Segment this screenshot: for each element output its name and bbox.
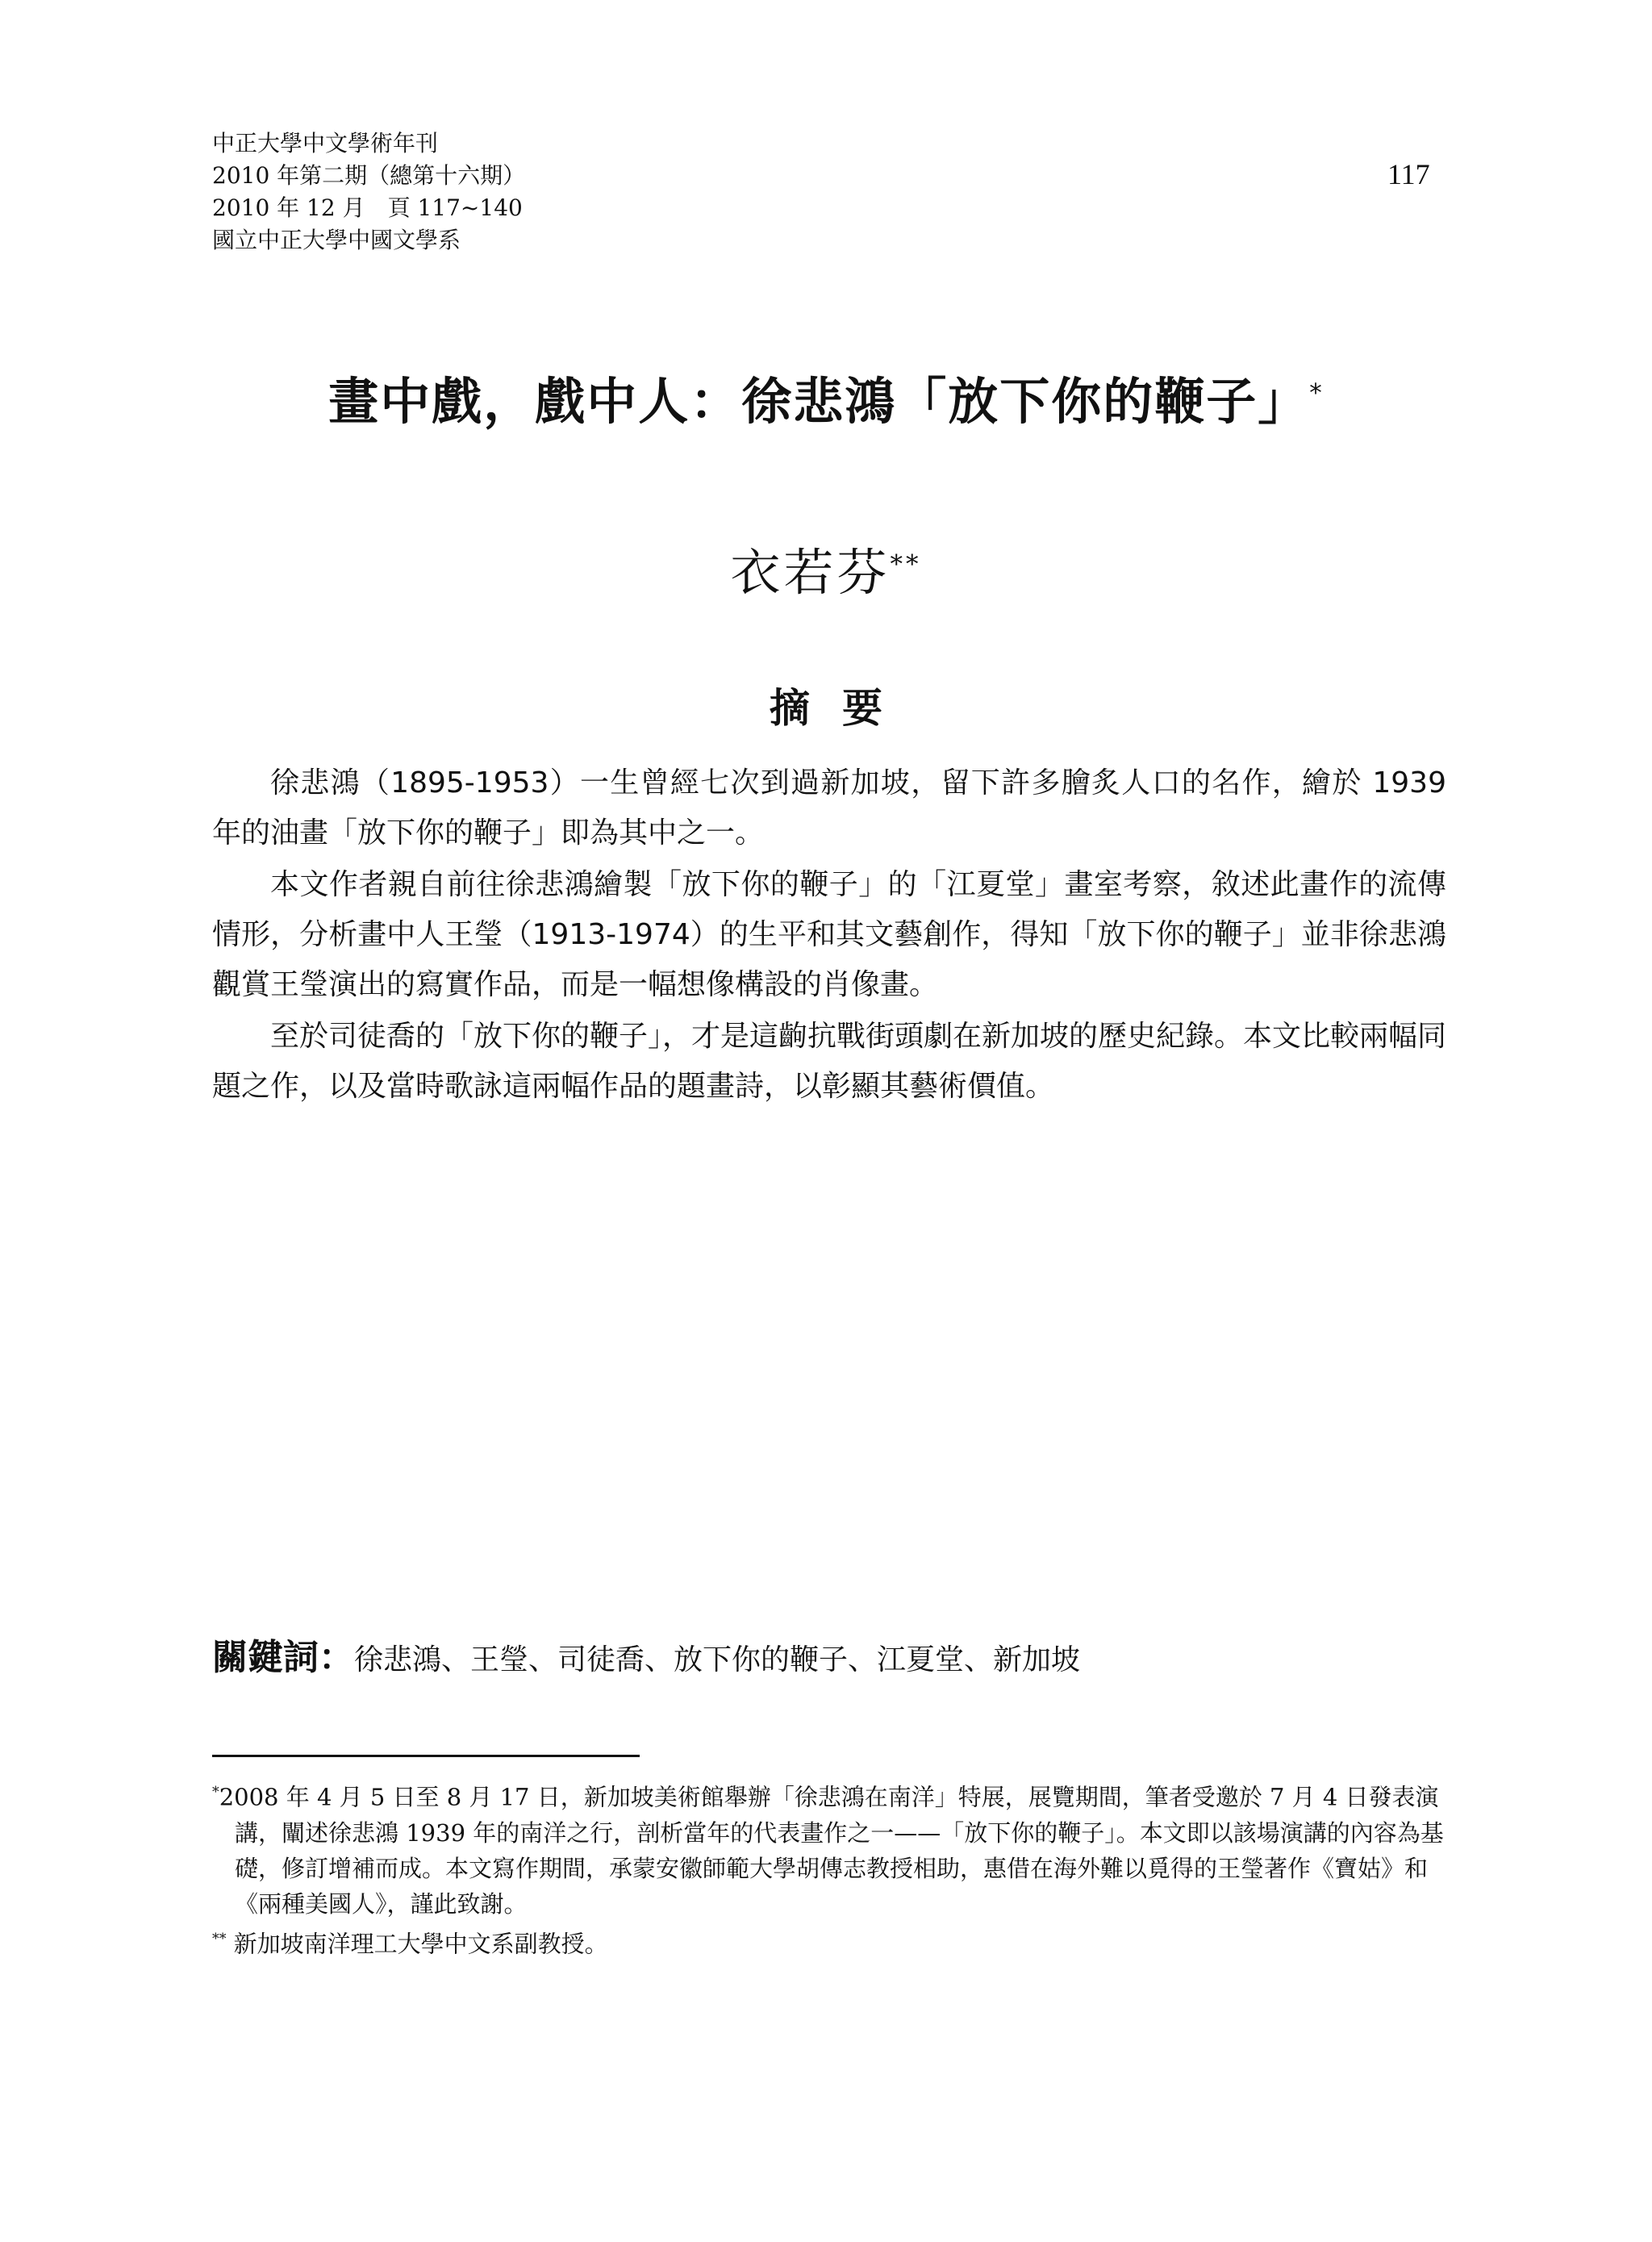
keywords-label: 關鍵詞：: [212, 1637, 354, 1678]
abstract-paragraph: 至於司徒喬的「放下你的鞭子」，才是這齣抗戰街頭劇在新加坡的歷史紀錄。本文比較兩幅同題之作，以及當時歌詠這兩幅作品的題畫詩，以彰顯其藝術價值。: [212, 1020, 1447, 1103]
abstract-heading: 摘要: [770, 685, 915, 732]
footnote-marker: *: [212, 1785, 219, 1801]
paper-title-text: 畫中戲，戲中人：徐悲鴻「放下你的鞭子」: [328, 372, 1310, 431]
footnote: [212, 1922, 1446, 1962]
abstract-body: [212, 758, 1446, 1113]
journal-publisher: 國立中正大學中國文學系: [212, 227, 461, 253]
journal-date-pages: 2010 年 12 月 頁 117~140: [212, 194, 523, 221]
author: [0, 532, 1652, 604]
author-footnote-marker: **: [890, 549, 922, 579]
page-number: 117: [1387, 158, 1430, 190]
journal-header: [212, 127, 525, 257]
abstract-paragraph: 徐悲鴻（1895-1953）一生曾經七次到過新加坡，留下許多膾炙人口的名作，繪於 1939 年的油畫「放下你的鞭子」即為其中之一。: [212, 766, 1446, 850]
abstract-paragraph: 本文作者親自前往徐悲鴻繪製「放下你的鞭子」的「江夏堂」畫室考察，敘述此畫作的流傳情形，分析畫中人王瑩（1913-1974）的生平和其文藝創作，得知「放下你的鞭子」並非徐悲鴻觀賞王瑩演出的寫實作品，而是一幅想像構設的肖像畫。: [212, 868, 1446, 1001]
journal-issue: 2010 年第二期（總第十六期）: [212, 162, 526, 189]
paper-title: [0, 361, 1652, 433]
keywords: [212, 1628, 1080, 1680]
footnote-marker: **: [212, 1931, 227, 1948]
footnote: [212, 1775, 1446, 1922]
keywords-text: 徐悲鴻、王瑩、司徒喬、放下你的鞭子、江夏堂、新加坡: [354, 1643, 1081, 1676]
footnotes: [212, 1775, 1446, 1961]
journal-name: 中正大學中文學術年刊: [212, 130, 439, 157]
author-name: 衣若芬: [730, 543, 891, 602]
footnote-text: 新加坡南洋理工大學中文系副教授。: [233, 1930, 608, 1958]
footnote-divider: [212, 1755, 640, 1757]
title-footnote-marker: *: [1309, 378, 1324, 408]
footnote-text: 2008 年 4 月 5 日至 8 月 17 日，新加坡美術館舉辦「徐悲鴻在南洋」特展，展覽期間，筆者受邀於 7 月 4 日發表演講，闡述徐悲鴻 1939 年的南洋之行，剖析當年的代表畫作之一——「放下你的鞭子」。本文即以該場演講的內容為基礎，修訂增補而成。本文寫作期間，承蒙安徽師範大學胡傳志教授相助，惠借在海外難以覓得的王瑩著作《寶姑》和《兩種美國人》，謹此致謝。: [219, 1783, 1444, 1918]
